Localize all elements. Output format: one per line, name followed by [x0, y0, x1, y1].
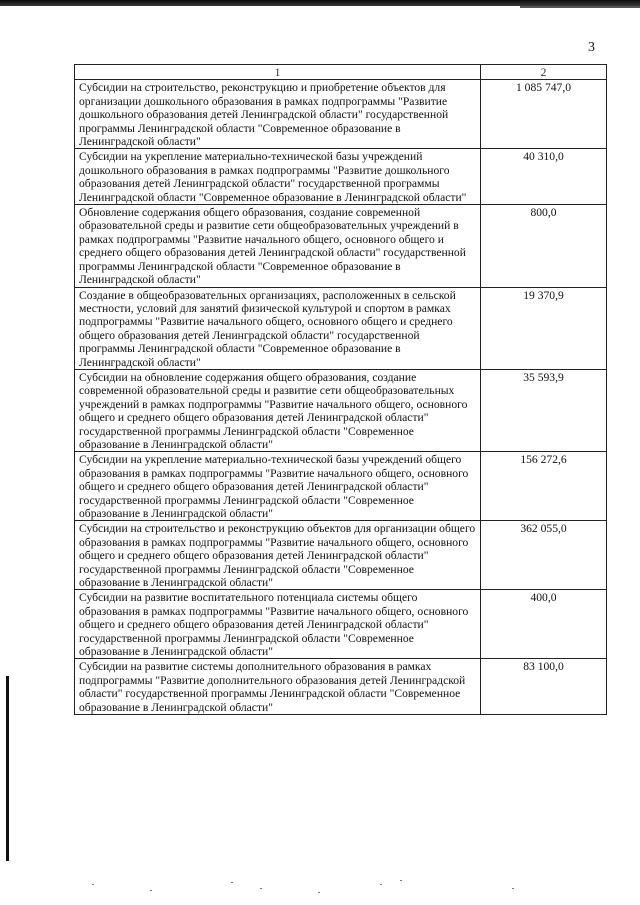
table-row — [75, 80, 607, 149]
row-amount: 19 370,9 — [481, 287, 607, 369]
row-description: Обновление содержания общего образования, создание современной образовательной среды и развитие сети общеобразовательных учреждений в рамках подпрограммы "Развитие начального общего, основного общего и среднего общего образования детей Ленинградской области" государственной программы Ленинградской области "Современное образование в Ленинградской области" — [75, 205, 481, 287]
binding-mark — [6, 676, 9, 861]
row-amount: 400,0 — [481, 590, 607, 659]
column-header-description: 1 — [75, 65, 481, 80]
budget-table — [74, 64, 607, 715]
table-header-row — [75, 65, 607, 80]
table-row — [75, 452, 607, 521]
scan-noise — [0, 870, 640, 900]
column-header-amount: 2 — [481, 65, 607, 80]
row-description: Субсидии на обновление содержания общего образования, создание современной образовательной среды и развитие сети общеобразовательных учреждений в рамках подпрограммы "Развитие начального общего, основного общего и среднего общего образования детей Ленинградской области" государственной программы Ленинградской области "Современное образование в Ленинградской области" — [75, 369, 481, 451]
row-amount: 800,0 — [481, 205, 607, 287]
row-amount: 83 100,0 — [481, 659, 607, 715]
table-row — [75, 521, 607, 590]
table-row — [75, 369, 607, 451]
scan-edge-tail — [520, 6, 640, 8]
row-amount: 362 055,0 — [481, 521, 607, 590]
row-description: Субсидии на укрепление материально-технической базы учреждений общего образования в рамках подпрограммы "Развитие начального общего, основного общего и среднего общего образования детей Ленинградской области" государственной программы Ленинградской области "Современное образование в Ленинградской области" — [75, 452, 481, 521]
row-description: Субсидии на строительство и реконструкцию объектов для организации общего образования в рамках подпрограммы "Развитие начального общего, основного общего и среднего общего образования детей Ленинградской области" государственной программы Ленинградской области "Современное образование в Ленинградской области" — [75, 521, 481, 590]
table-row — [75, 205, 607, 287]
row-description: Субсидии на развитие воспитательного потенциала системы общего образования в рамках подпрограммы "Развитие начального общего, основного общего и среднего общего образования детей Ленинградской области" государственной программы Ленинградской области "Современное образование в Ленинградской области" — [75, 590, 481, 659]
table-row — [75, 149, 607, 205]
row-description: Субсидии на строительство, реконструкцию и приобретение объектов для организации дошкольного образования в рамках подпрограммы "Развитие дошкольного образования детей Ленинградской области" государственной программы Ленинградской области "Современное образование в Ленинградской области" — [75, 80, 481, 149]
table-row — [75, 287, 607, 369]
row-amount: 40 310,0 — [481, 149, 607, 205]
table-row — [75, 659, 607, 715]
row-amount: 156 272,6 — [481, 452, 607, 521]
row-amount: 35 593,9 — [481, 369, 607, 451]
row-description: Субсидии на укрепление материально-технической базы учреждений дошкольного образования в рамках подпрограммы "Развитие дошкольного образования детей Ленинградской области" государственной программы Ленинградской области "Современное образование в Ленинградской области" — [75, 149, 481, 205]
row-description: Создание в общеобразовательных организациях, расположенных в сельской местности, условий для занятий физической культурой и спортом в рамках подпрограммы "Развитие начального общего, основного общего и среднего общего образования детей Ленинградской области" государственной программы Ленинградской области "Современное образование в Ленинградской области" — [75, 287, 481, 369]
table-row — [75, 590, 607, 659]
page-number: 3 — [588, 40, 595, 55]
row-amount: 1 085 747,0 — [481, 80, 607, 149]
row-description: Субсидии на развитие системы дополнительного образования в рамках подпрограммы "Развитие дополнительного образования детей Ленинградской области" государственной программы Ленинградской области "Современное образование в Ленинградской области" — [75, 659, 481, 715]
